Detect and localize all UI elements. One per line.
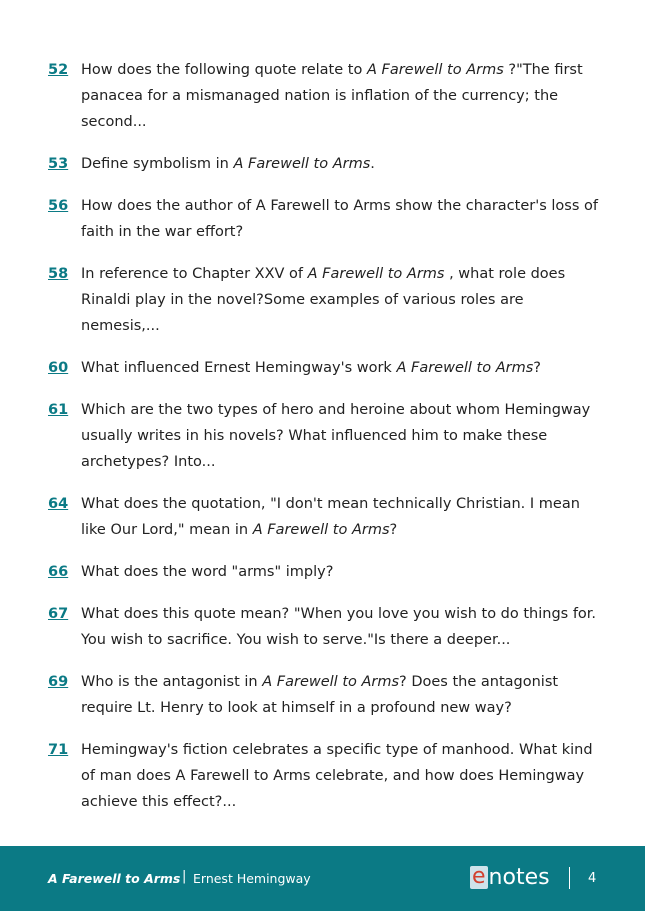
text-segment: Who is the antagonist in [81, 674, 263, 690]
question-list [0, 57, 645, 831]
question-item [0, 491, 645, 543]
question-number-link[interactable]: 52 [48, 62, 69, 78]
text-segment: . [370, 156, 375, 172]
question-text [81, 559, 601, 585]
question-item [0, 355, 645, 381]
question-item [0, 559, 645, 585]
question-text [81, 151, 601, 177]
question-number-link[interactable]: 56 [48, 198, 69, 214]
question-number-link[interactable]: 61 [48, 402, 69, 418]
question-text [81, 261, 601, 339]
text-segment: Which are the two types of hero and heroine about whom Hemingway usually writes in his novels? What influenced him to make these archetypes? Into... [81, 402, 591, 470]
question-number-link[interactable]: 71 [48, 742, 69, 758]
question-number-link[interactable]: 67 [48, 606, 69, 622]
text-segment: ? [389, 522, 398, 538]
logo-divider [569, 867, 570, 889]
question-item [0, 669, 645, 721]
book-title-italic: A Farewell to Arms [252, 522, 390, 538]
question-number-link[interactable]: 64 [48, 496, 69, 512]
question-item [0, 261, 645, 339]
book-title: A Farewell to Arms [48, 871, 181, 886]
question-item [0, 193, 645, 245]
text-segment: What does this quote mean? "When you love you wish to do things for. You wish to sacrifice. You wish to serve."Is there a deeper... [81, 606, 597, 648]
question-item [0, 57, 645, 135]
question-number-link[interactable]: 53 [48, 156, 69, 172]
book-title-italic: A Farewell to Arms [396, 360, 534, 376]
logo-text: notes [488, 864, 550, 890]
question-number-link[interactable]: 69 [48, 674, 69, 690]
book-author: Ernest Hemingway [193, 871, 311, 886]
enotes-logo [470, 866, 550, 889]
question-number-link[interactable]: 66 [48, 564, 69, 580]
question-text [81, 601, 601, 653]
question-text [81, 355, 601, 381]
page-number: 4 [588, 871, 597, 886]
question-text [81, 193, 601, 245]
question-text [81, 669, 601, 721]
logo-e: e [472, 864, 486, 889]
text-segment: What does the quotation, "I don't mean technically Christian. I mean like Our Lord," mean in [81, 496, 580, 538]
text-segment: How does the author of A Farewell to Arms show the character's loss of faith in the war effort? [81, 198, 598, 240]
question-item [0, 737, 645, 815]
question-item [0, 601, 645, 653]
question-number-link[interactable]: 60 [48, 360, 69, 376]
book-title-italic: A Farewell to Arms [366, 62, 504, 78]
footer-separator: | [182, 869, 187, 884]
text-segment: Define symbolism in [81, 156, 234, 172]
footer [0, 846, 645, 911]
book-title-italic: A Farewell to Arms [262, 674, 400, 690]
question-number-link[interactable]: 58 [48, 266, 69, 282]
question-text [81, 737, 601, 815]
question-item [0, 397, 645, 475]
text-segment: How does the following quote relate to [81, 62, 367, 78]
text-segment: What does the word "arms" imply? [81, 564, 334, 580]
text-segment: Hemingway's fiction celebrates a specific type of manhood. What kind of man does A Farewell to Arms celebrate, and how does Hemingway achieve this effect?... [81, 742, 593, 810]
question-text [81, 491, 601, 543]
book-title-italic: A Farewell to Arms [307, 266, 445, 282]
text-segment: ? [533, 360, 541, 376]
question-text [81, 397, 601, 475]
text-segment: ? Does the antagonist require Lt. Henry to look at himself in a profound new way? [81, 674, 559, 716]
text-segment: ?"The first panacea for a mismanaged nation is inflation of the currency; the second... [81, 62, 583, 130]
book-title-italic: A Farewell to Arms [233, 156, 371, 172]
text-segment: In reference to Chapter XXV of [81, 266, 308, 282]
question-text [81, 57, 601, 135]
question-item [0, 151, 645, 177]
text-segment: , what role does Rinaldi play in the novel?Some examples of various roles are nemesis,... [81, 266, 566, 334]
text-segment: What influenced Ernest Hemingway's work [81, 360, 397, 376]
